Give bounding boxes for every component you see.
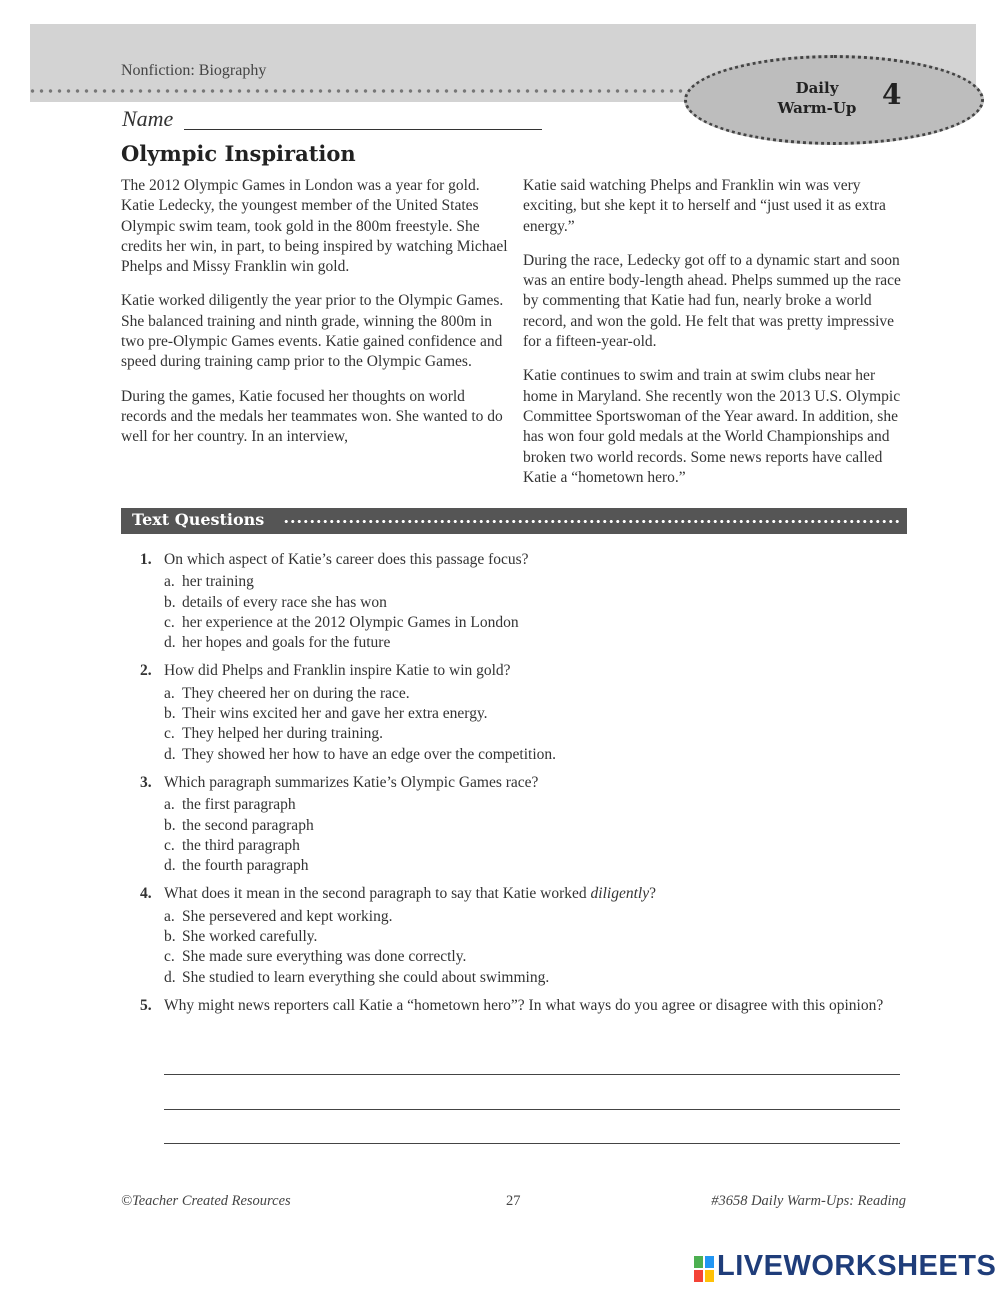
option-text: She worked carefully. <box>182 928 318 946</box>
text-questions-label: Text Questions <box>132 510 265 529</box>
question-number: 5. <box>140 996 152 1014</box>
footer-book-title: #3658 Daily Warm-Ups: Reading <box>711 1193 906 1209</box>
question-stem: On which aspect of Katie’s career does this passage focus? <box>164 551 529 568</box>
question-number: 1. <box>140 551 152 568</box>
question-3 <box>140 773 910 876</box>
liveworksheets-logo-icon <box>694 1256 714 1282</box>
option-text: her experience at the 2012 Olympic Games in London <box>182 613 519 631</box>
text-questions-bar <box>121 508 907 534</box>
question-5 <box>140 996 910 1016</box>
question-stem-end: ? <box>649 885 656 903</box>
question-number: 2. <box>140 662 152 680</box>
option-text: her training <box>182 573 254 591</box>
question-number: 4. <box>140 885 152 903</box>
option-letter: a. <box>164 796 175 814</box>
passage-paragraph: The 2012 Olympic Games in London was a year for gold. Katie Ledecky, the youngest member of the United States Olympic swim team, took gold in the 800m freestyle. She credits her win, in part, to being inspired by watching Michael Phelps and Missy Franklin win gold. <box>121 177 508 276</box>
option-letter: c. <box>164 836 175 854</box>
answer-line[interactable] <box>164 1143 900 1144</box>
question-stem <box>164 884 910 904</box>
question-stem-text: What does it mean in the second paragraph to say that Katie worked <box>164 885 591 903</box>
header-dotted-rule <box>28 88 688 94</box>
answer-option[interactable] <box>164 633 910 653</box>
passage-paragraph: During the games, Katie focused her thoughts on world records and the medals her teammates won. She wanted to do well for her country. In an interview, <box>121 387 503 446</box>
option-text: They showed her how to have an edge over the competition. <box>182 745 557 763</box>
passage-paragraph: During the race, Ledecky got off to a dynamic start and soon was an entire body-length ahead. Phelps summed up the race by commenting that Katie had fun, nearly broke a world record, and won the gold. He felt that was pretty impressive for a fifteen-year-old. <box>523 251 901 351</box>
question-4 <box>140 884 910 987</box>
option-letter: a. <box>164 684 175 702</box>
answer-option[interactable] <box>164 927 910 947</box>
question-stem: How did Phelps and Franklin inspire Katie to win gold? <box>164 662 511 680</box>
answer-option[interactable] <box>164 907 910 927</box>
question-number: 3. <box>140 773 152 791</box>
answer-option[interactable] <box>164 745 910 765</box>
answer-option[interactable] <box>164 836 910 856</box>
question-2 <box>140 661 910 764</box>
option-letter: c. <box>164 725 175 743</box>
warmup-label-line1: Daily <box>795 79 839 97</box>
warmup-label <box>762 78 872 118</box>
passage-left-column <box>121 176 509 462</box>
questions-list <box>140 550 910 1024</box>
option-letter: b. <box>164 593 176 611</box>
option-letter: d. <box>164 745 176 763</box>
passage-paragraph: Katie continues to swim and train at swim clubs near her home in Maryland. She recently won the 2013 U.S. Olympic Committee Sportswoman of the Year award. In addition, she has won four gold medals at the World Championships and broken two world records. Some news reports have called Katie a “hometown hero.” <box>523 367 901 486</box>
answer-option[interactable] <box>164 968 910 988</box>
question-stem: Which paragraph summarizes Katie’s Olympic Games race? <box>164 773 539 791</box>
option-letter: b. <box>164 816 176 834</box>
question-stem: Why might news reporters call Katie a “hometown hero”? In what ways do you agree or disagree with this opinion? <box>164 996 884 1014</box>
option-text: Their wins excited her and gave her extra energy. <box>182 705 488 723</box>
option-text: They cheered her on during the race. <box>182 684 410 702</box>
answer-option[interactable] <box>164 704 910 724</box>
option-text: the fourth paragraph <box>182 857 309 875</box>
answer-option[interactable] <box>164 593 910 613</box>
answer-line[interactable] <box>164 1109 900 1110</box>
option-letter: d. <box>164 857 176 875</box>
option-letter: b. <box>164 705 176 723</box>
answer-option[interactable] <box>164 795 910 815</box>
answer-option[interactable] <box>164 947 910 967</box>
option-text: She persevered and kept working. <box>182 907 393 925</box>
question-stem-emphasis: diligently <box>590 885 650 903</box>
option-letter: c. <box>164 613 175 631</box>
option-letter: d. <box>164 634 176 652</box>
answer-option[interactable] <box>164 684 910 704</box>
name-label: Name <box>122 106 174 131</box>
answer-option[interactable] <box>164 816 910 836</box>
option-letter: c. <box>164 948 175 966</box>
category-label: Nonfiction: Biography <box>121 62 267 79</box>
option-text: details of every race she has won <box>182 593 387 611</box>
answer-option[interactable] <box>164 856 910 876</box>
liveworksheets-watermark: LIVEWORKSHEETS <box>717 1250 997 1282</box>
passage-paragraph: Katie worked diligently the year prior to the Olympic Games. She balanced training and ninth grade, winning the 800m in two pre-Olympic Games events. Katie gained confidence and speed during training camp prior to the Olympic Games. <box>121 292 504 371</box>
answer-option[interactable] <box>164 613 910 633</box>
warmup-number: 4 <box>882 78 902 111</box>
passage-paragraph: Katie said watching Phelps and Franklin win was very exciting, but she kept it to herself and “just used it as extra energy.” <box>523 177 886 235</box>
option-letter: b. <box>164 928 176 946</box>
answer-line[interactable] <box>164 1074 900 1075</box>
page-number: 27 <box>506 1193 521 1209</box>
passage-right-column <box>523 176 909 502</box>
option-letter: a. <box>164 907 175 925</box>
text-questions-dotted-rule <box>283 519 899 524</box>
option-text: She made sure everything was done correctly. <box>182 948 467 966</box>
option-letter: d. <box>164 968 176 986</box>
option-text: She studied to learn everything she could about swimming. <box>182 968 550 986</box>
page-title: Olympic Inspiration <box>121 141 356 166</box>
warmup-label-line2: Warm-Up <box>777 99 857 117</box>
answer-option[interactable] <box>164 724 910 744</box>
option-text: the second paragraph <box>182 816 314 834</box>
option-text: the third paragraph <box>182 836 300 854</box>
option-text: her hopes and goals for the future <box>182 634 391 652</box>
option-letter: a. <box>164 573 175 591</box>
footer-publisher: ©Teacher Created Resources <box>121 1193 291 1209</box>
option-text: They helped her during training. <box>182 725 384 743</box>
answer-option[interactable] <box>164 572 910 592</box>
question-1 <box>140 550 910 653</box>
option-text: the first paragraph <box>182 796 296 814</box>
name-field[interactable] <box>184 129 542 130</box>
